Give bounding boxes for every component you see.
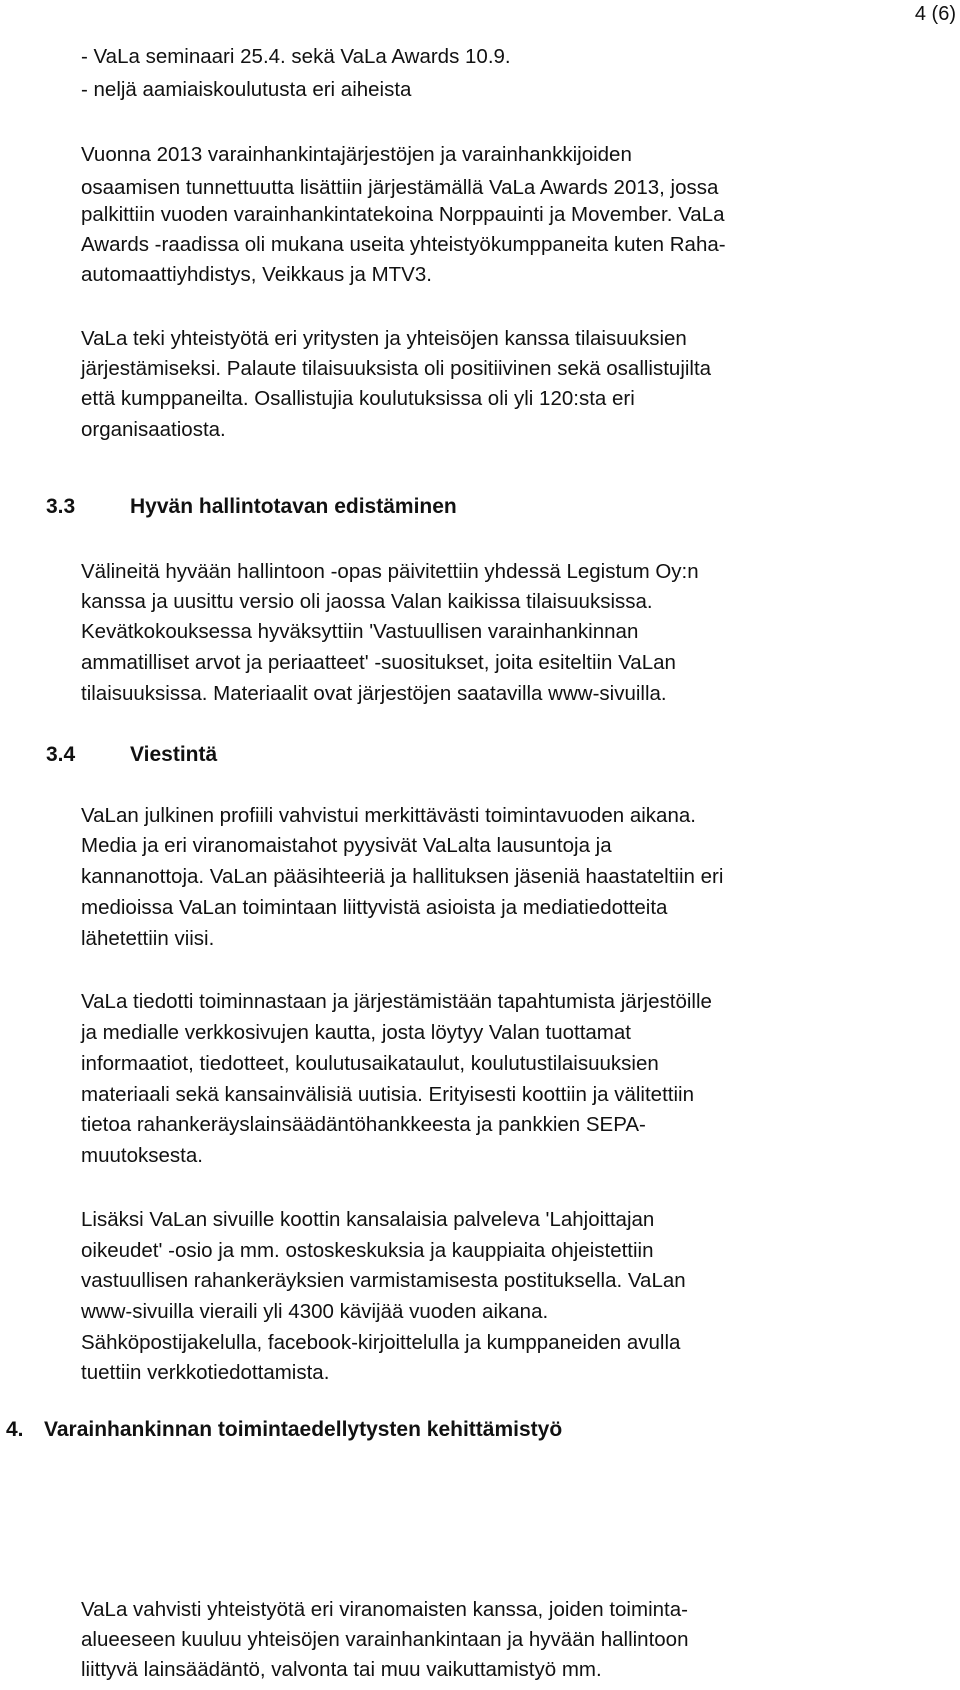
paragraph-line: Välineitä hyvään hallintoon -opas päivitettiin yhdessä Legistum Oy:n bbox=[81, 560, 699, 583]
paragraph-line: että kumppaneilta. Osallistujia koulutuksissa oli yli 120:sta eri bbox=[81, 387, 635, 410]
page-number: 4 (6) bbox=[914, 3, 956, 25]
paragraph-line: kanssa ja uusittu versio oli jaossa Valan kaikissa tilaisuuksissa. bbox=[81, 590, 653, 613]
paragraph-line: Sähköpostijakelulla, facebook-kirjoittelulla ja kumppaneiden avulla bbox=[81, 1331, 681, 1354]
section-title: Varainhankinnan toimintaedellytysten kehittämistyö bbox=[44, 1418, 563, 1441]
paragraph-line: VaLa teki yhteistyötä eri yritysten ja yhteisöjen kanssa tilaisuuksien bbox=[81, 327, 687, 350]
paragraph-line: VaLa vahvisti yhteistyötä eri viranomaisten kanssa, joiden toiminta- bbox=[81, 1598, 688, 1621]
paragraph-line: Awards -raadissa oli mukana useita yhteistyökumppaneita kuten Raha- bbox=[81, 233, 726, 256]
paragraph-line: automaattiyhdistys, Veikkaus ja MTV3. bbox=[81, 263, 432, 286]
paragraph-line: tuettiin verkkotiedottamista. bbox=[81, 1361, 330, 1384]
paragraph-line: Vuonna 2013 varainhankintajärjestöjen ja varainhankkijoiden bbox=[81, 143, 632, 166]
paragraph-line: tilaisuuksissa. Materiaalit ovat järjestöjen saatavilla www-sivuilla. bbox=[81, 682, 667, 705]
paragraph-line: VaLan julkinen profiili vahvistui merkittävästi toimintavuoden aikana. bbox=[81, 804, 696, 827]
paragraph-line: www-sivuilla vieraili yli 4300 kävijää vuoden aikana. bbox=[81, 1300, 549, 1323]
paragraph-line: ja medialle verkkosivujen kautta, josta löytyy Valan tuottamat bbox=[81, 1021, 631, 1044]
paragraph-line: palkittiin vuoden varainhankintatekoina Norppauinti ja Movember. VaLa bbox=[81, 203, 725, 226]
paragraph-line: muutoksesta. bbox=[81, 1144, 203, 1167]
paragraph-line: Media ja eri viranomaistahot pyysivät VaLalta lausuntoja ja bbox=[81, 834, 612, 857]
paragraph-line: alueeseen kuuluu yhteisöjen varainhankintaan ja hyvään hallintoon bbox=[81, 1628, 689, 1651]
paragraph-line: järjestämiseksi. Palaute tilaisuuksista oli positiivinen sekä osallistujilta bbox=[81, 357, 712, 380]
paragraph-line: liittyvä lainsäädäntö, valvonta tai muu vaikuttamistyö mm. bbox=[81, 1658, 602, 1681]
section-title: Viestintä bbox=[130, 743, 218, 766]
paragraph-line: Kevätkokouksessa hyväksyttiin 'Vastuullisen varainhankinnan bbox=[81, 620, 639, 643]
paragraph-line: vastuullisen rahankeräyksien varmistamisesta postituksella. VaLan bbox=[81, 1269, 686, 1292]
paragraph-line: lähetettiin viisi. bbox=[81, 927, 215, 950]
paragraph-line: tietoa rahankeräyslainsäädäntöhankkeesta ja pankkien SEPA- bbox=[81, 1113, 646, 1136]
section-number: 3.4 bbox=[46, 743, 76, 766]
paragraph-line: ammatilliset arvot ja periaatteet' -suositukset, joita esiteltiin VaLan bbox=[81, 651, 676, 674]
paragraph-line: osaamisen tunnettuutta lisättiin järjestämällä VaLa Awards 2013, jossa bbox=[81, 176, 719, 199]
section-title: Hyvän hallintotavan edistäminen bbox=[130, 495, 457, 518]
paragraph-line: materiaali sekä kansainvälisiä uutisia. Erityisesti koottiin ja välitettiin bbox=[81, 1083, 694, 1106]
paragraph-line: organisaatiosta. bbox=[81, 418, 226, 441]
section-number: 4. bbox=[6, 1418, 24, 1441]
paragraph-line: kannanottoja. VaLan pääsihteeriä ja hallituksen jäseniä haastateltiin eri bbox=[81, 865, 724, 888]
paragraph-line: oikeudet' -osio ja mm. ostoskeskuksia ja kauppiaita ohjeistettiin bbox=[81, 1239, 654, 1262]
paragraph-line: Lisäksi VaLan sivuille koottin kansalaisia palveleva 'Lahjoittajan bbox=[81, 1208, 655, 1231]
list-item: - neljä aamiaiskoulutusta eri aiheista bbox=[81, 78, 412, 101]
paragraph-line: informaatiot, tiedotteet, koulutusaikataulut, koulutustilaisuuksien bbox=[81, 1052, 659, 1075]
paragraph-line: medioissa VaLan toimintaan liittyvistä asioista ja mediatiedotteita bbox=[81, 896, 668, 919]
section-number: 3.3 bbox=[46, 495, 76, 518]
list-item: - VaLa seminaari 25.4. sekä VaLa Awards 10.9. bbox=[81, 45, 511, 68]
paragraph-line: VaLa tiedotti toiminnastaan ja järjestämistään tapahtumista järjestöille bbox=[81, 990, 712, 1013]
